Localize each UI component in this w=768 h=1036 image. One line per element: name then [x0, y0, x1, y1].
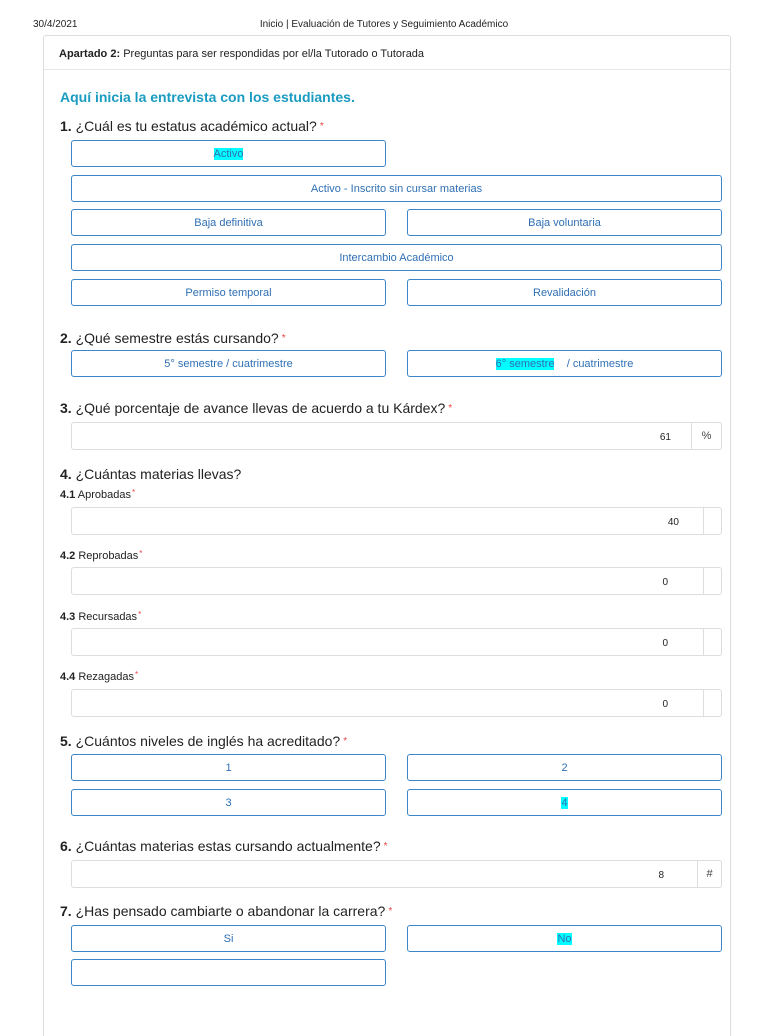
- question-4: [60, 466, 241, 482]
- aprobadas-input[interactable]: 40: [71, 507, 722, 535]
- option-ingles-1[interactable]: 1: [71, 754, 386, 781]
- option-6-semestre[interactable]: 6° semestre / cuatrimestre: [407, 350, 722, 377]
- required-mark: *: [281, 333, 286, 344]
- question-text: ¿Has pensado cambiarte o abandonar la carrera?: [75, 903, 386, 919]
- question-number: 4.: [60, 466, 72, 482]
- hash-addon: #: [697, 861, 721, 887]
- print-date: 30/4/2021: [33, 19, 78, 30]
- option-ingles-3[interactable]: 3: [71, 789, 386, 816]
- question-text: ¿Cuántas materias llevas?: [75, 466, 242, 482]
- question-number: 1.: [60, 118, 72, 134]
- sub-question-4-3: 4.3 Recursadas*: [60, 610, 142, 623]
- option-empty[interactable]: [71, 959, 386, 986]
- option-no[interactable]: No: [407, 925, 722, 952]
- option-permiso-temporal[interactable]: Permiso temporal: [71, 279, 386, 306]
- option-activo-inscrito[interactable]: Activo - Inscrito sin cursar materias: [71, 175, 722, 202]
- section-header: [44, 36, 730, 70]
- input-addon: [703, 629, 721, 655]
- question-2: [60, 330, 286, 346]
- input-addon: [703, 508, 721, 534]
- question-5: [60, 733, 347, 749]
- question-number: 3.: [60, 400, 72, 416]
- question-7: [60, 903, 392, 919]
- percent-addon: %: [691, 423, 721, 449]
- required-mark: *: [319, 121, 324, 132]
- question-number: 7.: [60, 903, 72, 919]
- print-header: [0, 19, 768, 33]
- print-title: Inicio | Evaluación de Tutores y Seguimiento Académico: [259, 19, 509, 30]
- option-intercambio[interactable]: Intercambio Académico: [71, 244, 722, 271]
- question-text: ¿Qué porcentaje de avance llevas de acuerdo a tu Kárdex?: [75, 400, 446, 416]
- required-mark: *: [448, 403, 453, 414]
- question-text: ¿Cuál es tu estatus académico actual?: [75, 118, 317, 134]
- input-addon: [703, 568, 721, 594]
- question-text: ¿Qué semestre estás cursando?: [75, 330, 279, 346]
- required-mark: *: [343, 736, 348, 747]
- option-ingles-2[interactable]: 2: [407, 754, 722, 781]
- question-number: 2.: [60, 330, 72, 346]
- required-mark: *: [388, 906, 393, 917]
- question-1: [60, 118, 324, 134]
- required-mark: *: [383, 841, 388, 852]
- option-si[interactable]: Si: [71, 925, 386, 952]
- kardex-percent-input[interactable]: 61 %: [71, 422, 722, 450]
- option-activo[interactable]: Activo: [71, 140, 386, 167]
- recursadas-input[interactable]: 0: [71, 628, 722, 656]
- question-text: ¿Cuántas materias estas cursando actualmente?: [75, 838, 381, 854]
- materias-actuales-input[interactable]: 8 #: [71, 860, 722, 888]
- sub-question-4-1: 4.1 Aprobadas*: [60, 488, 136, 501]
- question-3: [60, 400, 452, 416]
- question-number: 6.: [60, 838, 72, 854]
- form-card: [43, 35, 731, 1036]
- question-6: [60, 838, 388, 854]
- section-text: Preguntas para ser respondidas por el/la Tutorado o Tutorada: [123, 48, 425, 60]
- option-ingles-4[interactable]: 4: [407, 789, 722, 816]
- input-addon: [703, 690, 721, 716]
- question-text: ¿Cuántos niveles de inglés ha acreditado?: [75, 733, 341, 749]
- reprobadas-input[interactable]: 0: [71, 567, 722, 595]
- option-baja-voluntaria[interactable]: Baja voluntaria: [407, 209, 722, 236]
- sub-question-4-4: 4.4 Rezagadas*: [60, 670, 139, 683]
- rezagadas-input[interactable]: 0: [71, 689, 722, 717]
- option-5-semestre[interactable]: 5° semestre / cuatrimestre: [71, 350, 386, 377]
- question-number: 5.: [60, 733, 72, 749]
- intro-heading: Aquí inicia la entrevista con los estudiantes.: [60, 89, 355, 105]
- section-label: Apartado 2:: [59, 48, 121, 60]
- sub-question-4-2: 4.2 Reprobadas*: [60, 549, 143, 562]
- option-revalidacion[interactable]: Revalidación: [407, 279, 722, 306]
- option-baja-definitiva[interactable]: Baja definitiva: [71, 209, 386, 236]
